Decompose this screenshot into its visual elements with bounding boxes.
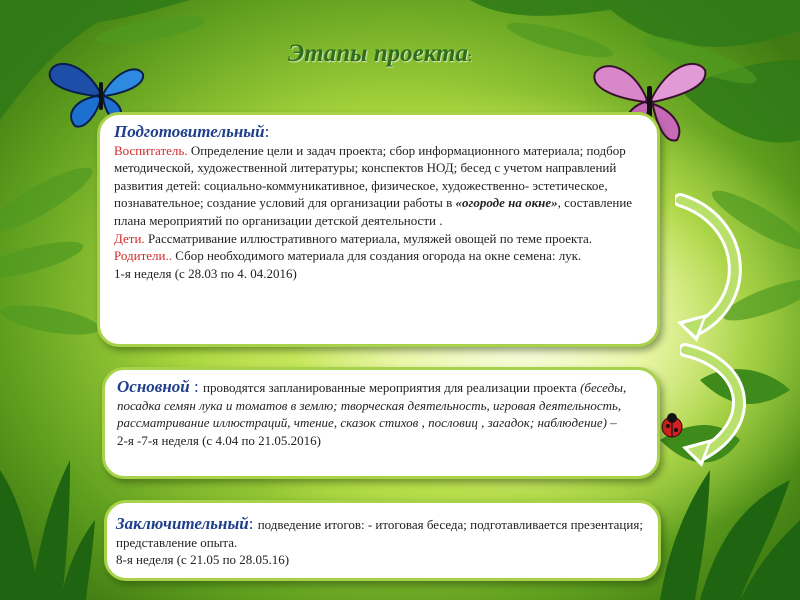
stage-main-text: проводятся запланированные мероприятия для реализации проекта — [202, 380, 581, 395]
stage-preparatory-card — [97, 112, 660, 347]
curved-arrow-down-icon — [680, 340, 760, 470]
kids-label: Дети. — [114, 230, 148, 246]
stage-final-heading-text: Заключительный — [116, 514, 249, 533]
teacher-text-emph: «огороде на окне» — [455, 195, 558, 211]
teacher-text-2: , составление плана мероприятий по организации детской деятельности . — [114, 195, 633, 228]
parents-text: Сбор необходимого материала для создания огорода на окне семена: лук. — [175, 248, 582, 264]
stage-final-card — [104, 500, 661, 581]
kids-text: Рассматривание иллюстративного материала, муляжей овощей по теме проекта. — [147, 230, 593, 246]
slide-title-text: Этапы проекта — [288, 40, 469, 67]
stage-preparatory-heading-colon: : — [264, 122, 270, 141]
stage-main-body — [117, 378, 645, 432]
curved-arrow-down-icon — [675, 190, 755, 350]
stage-preparatory-parents — [114, 247, 643, 265]
teacher-text-1: Определение цели и задач проекта; сбор информационного материала; подбор методической, художественной литературы; конспектов НОД; бесед с учетом направлений развития детей: социально-коммуникативное, физическое, художественно- эстетическое, познавательное; создание условий для организации работы в — [114, 142, 626, 211]
stage-main-activities: (беседы, посадка семян лука и томатов в землю; творческая деятельность, игровая деятельность, рассматривание иллюстраций, чтение, сказок стихов , пословиц , загадок; наблюдение) – — [117, 380, 627, 431]
stage-main-heading-text: Основной — [117, 377, 194, 396]
stage-final-heading-colon: : — [248, 514, 258, 533]
stage-final-period: 8-я неделя (с 21.05 по 28.05.16) — [116, 552, 290, 568]
stage-final-body — [116, 515, 648, 551]
stage-preparatory-kids — [114, 230, 643, 248]
stage-final-text: подведение итогов: - итоговая беседа; подготавливается презентация; представление опыта. — [116, 517, 643, 550]
stage-main-heading-colon: : — [194, 377, 203, 396]
parents-label: Родители.. — [114, 248, 176, 264]
stage-preparatory-heading — [114, 123, 643, 142]
slide-title — [288, 40, 472, 68]
slide-title-colon: : — [468, 50, 472, 65]
stage-main-period: 2-я -7-я неделя (с 4.04 по 21.05.2016) — [117, 432, 321, 448]
stage-preparatory-heading-text: Подготовительный — [114, 122, 265, 141]
stage-main-card — [102, 367, 660, 479]
stage-preparatory-period: 1-я неделя (с 28.03 по 4. 04.2016) — [114, 265, 297, 281]
stage-preparatory-teacher — [114, 142, 643, 230]
teacher-label: Воспитатель. — [114, 142, 191, 158]
